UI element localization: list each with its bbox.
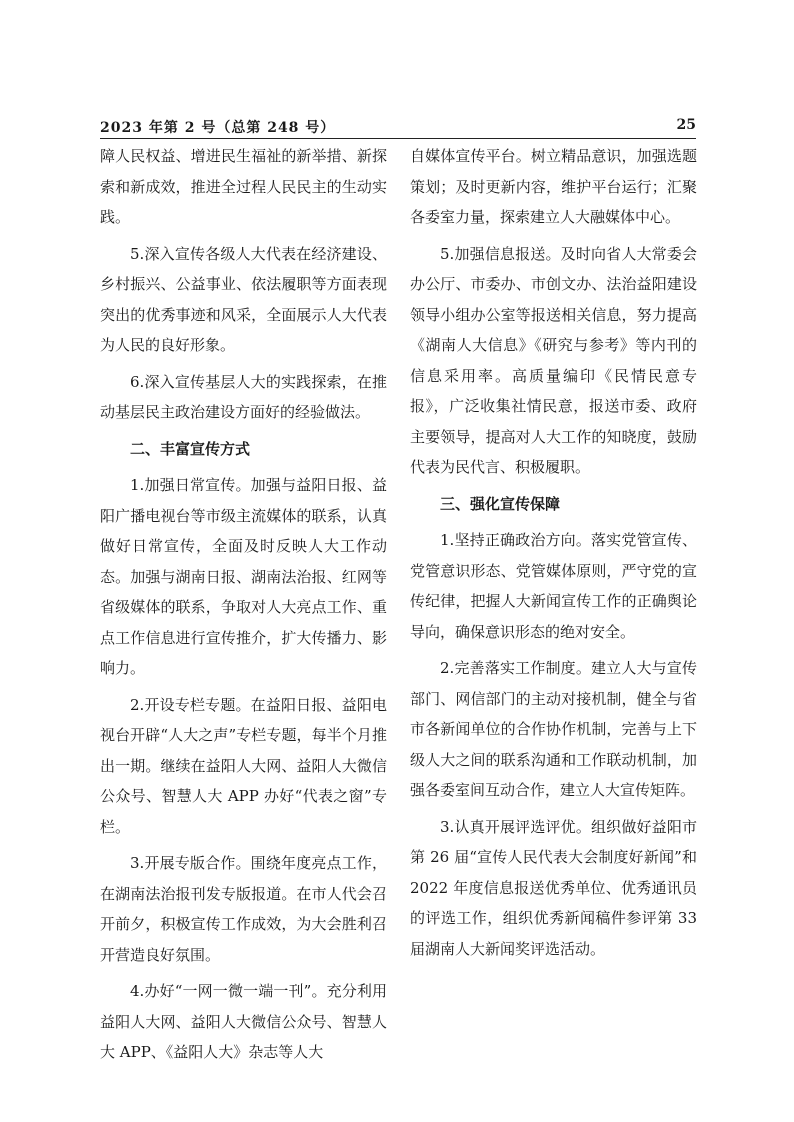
page-number: 25 bbox=[676, 117, 696, 133]
page-header bbox=[100, 114, 696, 139]
left-column bbox=[100, 141, 387, 1074]
paragraph: 2.完善落实工作制度。建立人大与宣传部门、网信部门的主动对接机制，健全与省市各新闻单位的合作协作机制，完善与上下级人大之间的联系沟通和工作联动机制，加强各委室间互动合作，建立人大宣传矩阵。 bbox=[410, 659, 697, 799]
paragraph: 3.认真开展评选评优。组织做好益阳市第 26 届“宣传人民代表大会制度好新闻”和 2022 年度信息报送优秀单位、优秀通讯员的评选工作，组织优秀新闻稿件参评第 33 届湖南人大新闻奖评选活动。 bbox=[410, 817, 697, 958]
paragraph: 5.加强信息报送。及时向省人大常委会办公厅、市委办、市创文办、法治益阳建设领导小组办公室等报送相关信息，努力提高《湖南人大信息》《研究与参考》等内刊的信息采用率。高质量编印《民情民意专报》，广泛收集社情民意，报送市委、政府主要领导，提高对人大工作的知晓度，鼓励代表为民代言、积极履职。 bbox=[410, 244, 697, 476]
right-column bbox=[410, 141, 697, 970]
paragraph: 5.深入宣传各级人大代表在经济建设、乡村振兴、公益事业、依法履职等方面表现突出的优秀事迹和风采，全面展示人大代表为人民的良好形象。 bbox=[100, 244, 387, 354]
paragraph: 4.办好“一网一微一端一刊”。充分利用益阳人大网、益阳人大微信公众号、智慧人大 APP、《益阳人大》杂志等人大 bbox=[100, 982, 387, 1061]
paragraph: 1.坚持正确政治方向。落实党管宣传、党管意识形态、党管媒体原则，严守党的宣传纪律，把握人大新闻宣传工作的正确舆论导向，确保意识形态的绝对安全。 bbox=[410, 531, 697, 641]
paragraph: 6.深入宣传基层人大的实践探索，在推动基层民主政治建设方面好的经验做法。 bbox=[100, 372, 387, 421]
paragraph: 障人民权益、增进民生福祉的新举措、新探索和新成效，推进全过程人民民主的生动实践。 bbox=[100, 147, 387, 226]
paragraph: 3.开展专版合作。围绕年度亮点工作，在湖南法治报刊发专版报道。在市人代会召开前夕，积极宣传工作成效，为大会胜利召开营造良好氛围。 bbox=[100, 854, 387, 964]
issue-label: 2023 年第 2 号（总第 248 号） bbox=[100, 120, 336, 136]
paragraph: 1.加强日常宣传。加强与益阳日报、益阳广播电视台等市级主流媒体的联系，认真做好日常宣传，全面及时反映人大工作动态。加强与湖南日报、湖南法治报、红网等省级媒体的联系，争取对人大亮点工作、重点工作信息进行宣传推介，扩大传播力、影响力。 bbox=[100, 476, 387, 677]
section-heading: 三、强化宣传保障 bbox=[440, 494, 561, 513]
paragraph: 2.开设专栏专题。在益阳日报、益阳电视台开辟“人大之声”专栏专题，每半个月推出一期。继续在益阳人大网、益阳人大微信公众号、智慧人大 APP 办好“代表之窗”专栏。 bbox=[100, 695, 387, 836]
paragraph: 自媒体宣传平台。树立精品意识，加强选题策划；及时更新内容，维护平台运行；汇聚各委室力量，探索建立人大融媒体中心。 bbox=[410, 147, 697, 226]
section-heading: 二、丰富宣传方式 bbox=[130, 439, 251, 458]
